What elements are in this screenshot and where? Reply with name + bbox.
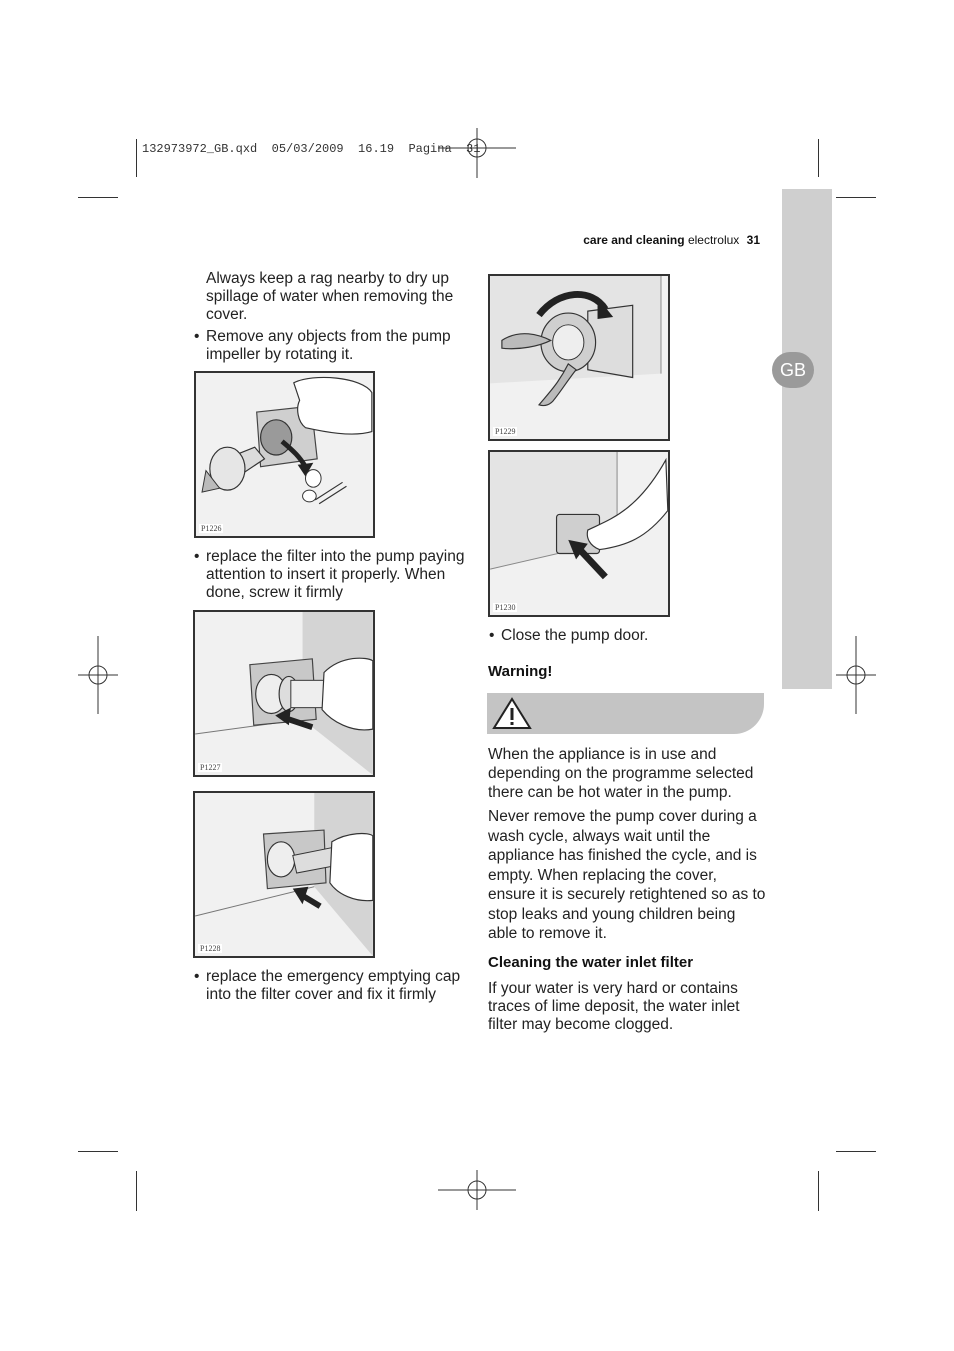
pump-impeller-illustration <box>196 373 373 536</box>
bullet-marker: • <box>194 328 200 345</box>
warning-paragraph-hot-water: When the appliance is in use and depending on the programme selected there can be hot water in the pump. <box>488 746 754 801</box>
figure-label: P1226 <box>201 524 222 533</box>
bullet-text: replace the emergency emptying cap into the filter cover and fix it firmly <box>206 968 461 1003</box>
header-brand: electrolux <box>687 233 740 247</box>
bullet-replace-cap <box>194 968 468 1004</box>
page-header <box>583 233 760 247</box>
bullet-marker: • <box>194 968 200 985</box>
bullet-replace-filter <box>194 548 468 602</box>
warning-triangle-icon <box>492 697 532 730</box>
figure-p1227 <box>193 610 375 777</box>
warning-paragraph-pump-cover: Never remove the pump cover during a wash cycle, always wait until the appliance has finished the cycle, and is empty. When replacing the cover, ensure it is securely retightened so as to stop leaks and young children being able to remove it. <box>488 808 766 942</box>
header-section: care and cleaning <box>583 233 685 247</box>
figure-label: P1230 <box>495 603 516 612</box>
registration-mark-right <box>836 636 876 714</box>
page-number: 31 <box>746 233 760 247</box>
print-slug: 132973972_GB.qxd 05/03/2009 16.19 Pagina 31 <box>142 142 481 156</box>
pump-door-rotate-illustration <box>490 276 668 439</box>
close-pump-door-illustration <box>490 452 668 615</box>
screw-filter-illustration <box>195 793 373 956</box>
figure-p1230 <box>488 450 670 617</box>
bullet-text: Remove any objects from the pump impeller by rotating it. <box>206 328 451 363</box>
intro-paragraph: Always keep a rag nearby to dry up spillage of water when removing the cover. <box>206 270 454 323</box>
bullet-close-door <box>489 627 763 645</box>
warning-heading: Warning! <box>488 663 553 680</box>
registration-mark-left <box>78 636 118 714</box>
registration-mark-bottom <box>438 1170 516 1210</box>
language-badge: GB <box>772 352 814 388</box>
warning-bar <box>487 693 764 734</box>
filter-insert-illustration <box>195 612 373 775</box>
bullet-text: Close the pump door. <box>501 627 649 644</box>
registration-mark-top <box>438 128 516 178</box>
inlet-filter-heading: Cleaning the water inlet filter <box>488 954 694 971</box>
figure-label: P1227 <box>200 763 221 772</box>
figure-p1226 <box>194 371 375 538</box>
figure-label: P1228 <box>200 944 221 953</box>
bullet-marker: • <box>489 627 495 644</box>
figure-label: P1229 <box>495 427 516 436</box>
figure-p1228 <box>193 791 375 958</box>
bullet-remove-objects <box>194 328 468 364</box>
figure-p1229 <box>488 274 670 441</box>
bullet-marker: • <box>194 548 200 565</box>
inlet-filter-paragraph: If your water is very hard or contains traces of lime deposit, the water inlet filter may become clogged. <box>488 980 740 1033</box>
bullet-text: replace the filter into the pump paying attention to insert it properly. When done, screw it firmly <box>206 548 465 601</box>
side-tab <box>782 189 832 689</box>
